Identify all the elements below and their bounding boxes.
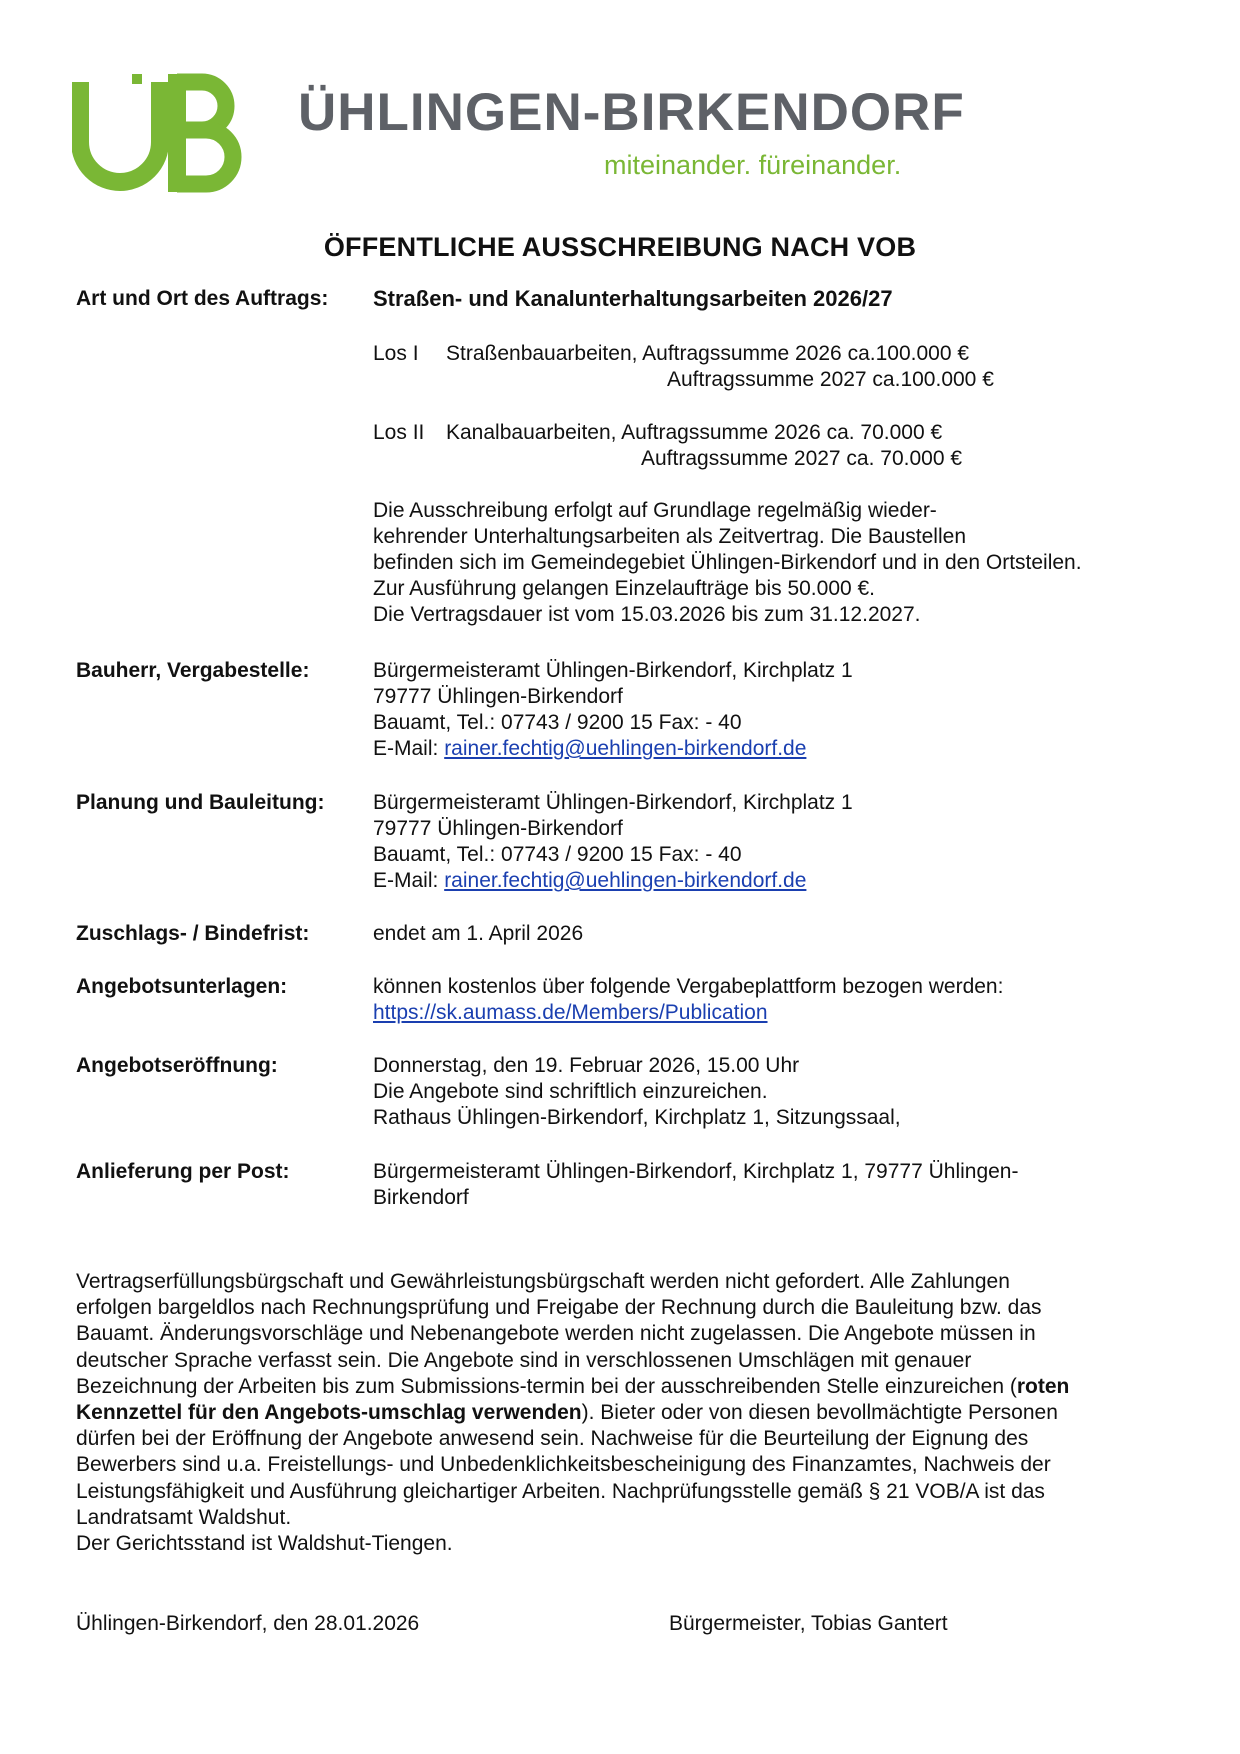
paragraph-line: Der Gerichtsstand ist Waldshut-Tiengen. xyxy=(76,1531,453,1555)
address-line: Bauamt, Tel.: 07743 / 9200 15 Fax: - 40 xyxy=(373,711,742,734)
conditions-paragraph xyxy=(76,1269,1168,1557)
auftrag-label: Art und Ort des Auftrags: xyxy=(76,287,329,310)
planung-label: Planung und Bauleitung: xyxy=(76,791,325,814)
los-1-line1: Straßenbauarbeiten, Auftragssumme 2026 ca.100.000 € xyxy=(446,342,970,365)
anlieferung-label: Anlieferung per Post: xyxy=(76,1160,290,1183)
los-1-key: Los I xyxy=(373,342,419,365)
bauherr-address xyxy=(373,658,853,762)
bauherr-label: Bauherr, Vergabestelle: xyxy=(76,659,310,682)
planung-address xyxy=(373,790,853,894)
beschreibung-line: befinden sich im Gemeindegebiet Ühlingen-Birkendorf und in den Ortsteilen. xyxy=(373,551,1082,574)
logo-tagline: miteinander. füreinander. xyxy=(604,150,902,180)
beschreibung-line: Die Ausschreibung erfolgt auf Grundlage regelmäßig wieder- xyxy=(373,499,937,522)
los-2-line2: Auftragssumme 2027 ca. 70.000 € xyxy=(641,447,963,470)
paragraph-line: Landratsamt Waldshut. xyxy=(76,1505,292,1529)
auftrag-value: Straßen- und Kanalunterhaltungsarbeiten 2026/27 xyxy=(373,286,893,311)
paragraph-bold-text: roten xyxy=(1016,1374,1070,1398)
anlieferung-line: Birkendorf xyxy=(373,1186,469,1209)
paragraph-text: ). Bieter oder von diesen bevollmächtigte Personen xyxy=(581,1400,1058,1424)
eroeffnung-line: Die Angebote sind schriftlich einzureichen. xyxy=(373,1080,768,1103)
eroeffnung-label: Angebotseröffnung: xyxy=(76,1054,278,1077)
paragraph-line: Leistungsfähigkeit und Ausführung gleichartiger Arbeiten. Nachprüfungsstelle gemäß § 21 VOB/A ist das xyxy=(76,1479,1045,1503)
beschreibung-line: Die Vertragsdauer ist vom 15.03.2026 bis zum 31.12.2027. xyxy=(373,603,921,626)
email-line xyxy=(373,868,853,894)
signature-line: Bürgermeister, Tobias Gantert xyxy=(669,1612,948,1635)
unterlagen-value xyxy=(373,974,1003,1026)
email-link[interactable]: rainer.fechtig@uehlingen-birkendorf.de xyxy=(444,869,807,892)
paragraph-line: Bewerbers sind u.a. Freistellungs- und Unbedenklichkeitsbescheinigung des Finanzamtes, Nachweis der xyxy=(76,1453,1051,1477)
email-line xyxy=(373,736,853,762)
zuschlag-label: Zuschlags- / Bindefrist: xyxy=(76,922,310,945)
zuschlag-value: endet am 1. April 2026 xyxy=(373,922,584,945)
email-prefix: E-Mail: xyxy=(373,869,445,892)
paragraph-line: dürfen bei der Eröffnung der Angebote anwesend sein. Nachweise für die Beurteilung der Eignung des xyxy=(76,1427,1029,1451)
ub-monogram-icon xyxy=(72,72,262,197)
anlieferung-value xyxy=(373,1159,1018,1211)
paragraph-line: erfolgen bargeldlos nach Rechnungsprüfung und Freigabe der Rechnung durch die Bauleitung bzw. das xyxy=(76,1296,1042,1320)
eroeffnung-line: Donnerstag, den 19. Februar 2026, 15.00 Uhr xyxy=(373,1054,800,1077)
address-line: 79777 Ühlingen-Birkendorf xyxy=(373,685,623,708)
paragraph-bold-text: Kennzettel für den Angebots-umschlag verwenden xyxy=(76,1400,582,1424)
unterlagen-label: Angebotsunterlagen: xyxy=(76,975,288,998)
document-title: ÖFFENTLICHE AUSSCHREIBUNG NACH VOB xyxy=(323,232,917,262)
anlieferung-line: Bürgermeisteramt Ühlingen-Birkendorf, Kirchplatz 1, 79777 Ühlingen- xyxy=(373,1160,1019,1183)
los-2-line1: Kanalbauarbeiten, Auftragssumme 2026 ca. 70.000 € xyxy=(446,421,943,444)
eroeffnung-line: Rathaus Ühlingen-Birkendorf, Kirchplatz 1, Sitzungssaal, xyxy=(373,1106,901,1129)
beschreibung-text xyxy=(373,498,1082,628)
beschreibung-line: Zur Ausführung gelangen Einzelaufträge bis 50.000 €. xyxy=(373,577,876,600)
logo-wordmark: ÜHLINGEN-BIRKENDORF xyxy=(298,83,965,142)
email-link[interactable]: rainer.fechtig@uehlingen-birkendorf.de xyxy=(444,737,807,760)
address-line: Bürgermeisteramt Ühlingen-Birkendorf, Kirchplatz 1 xyxy=(373,791,853,814)
unterlagen-text: können kostenlos über folgende Vergabeplattform bezogen werden: xyxy=(373,975,1004,998)
beschreibung-line: kehrender Unterhaltungsarbeiten als Zeitvertrag. Die Baustellen xyxy=(373,525,966,548)
municipality-logo xyxy=(72,72,965,202)
address-line: Bürgermeisteramt Ühlingen-Birkendorf, Kirchplatz 1 xyxy=(373,659,853,682)
email-prefix: E-Mail: xyxy=(373,737,445,760)
paragraph-line: Vertragserfüllungsbürgschaft und Gewährleistungsbürgschaft werden nicht gefordert. Alle Zahlungen xyxy=(76,1270,1010,1293)
address-line: 79777 Ühlingen-Birkendorf xyxy=(373,817,623,840)
paragraph-text: Bezeichnung der Arbeiten bis zum Submissions-termin bei der ausschreibenden Stelle einzureichen ( xyxy=(76,1374,1017,1398)
paragraph-line xyxy=(76,1400,1168,1426)
place-date: Ühlingen-Birkendorf, den 28.01.2026 xyxy=(76,1612,420,1635)
los-1-line2: Auftragssumme 2027 ca.100.000 € xyxy=(667,368,994,391)
paragraph-line xyxy=(76,1374,1168,1400)
paragraph-line: Bauamt. Änderungsvorschläge und Nebenangebote werden nicht zugelassen. Die Angebote müssen in xyxy=(76,1322,1036,1346)
vergabeplattform-link[interactable]: https://sk.aumass.de/Members/Publication xyxy=(373,1001,768,1024)
paragraph-line: deutscher Sprache verfasst sein. Die Angebote sind in verschlossenen Umschlägen mit genauer xyxy=(76,1348,972,1372)
los-2-key: Los II xyxy=(373,421,425,444)
address-line: Bauamt, Tel.: 07743 / 9200 15 Fax: - 40 xyxy=(373,843,742,866)
eroeffnung-value xyxy=(373,1053,901,1131)
